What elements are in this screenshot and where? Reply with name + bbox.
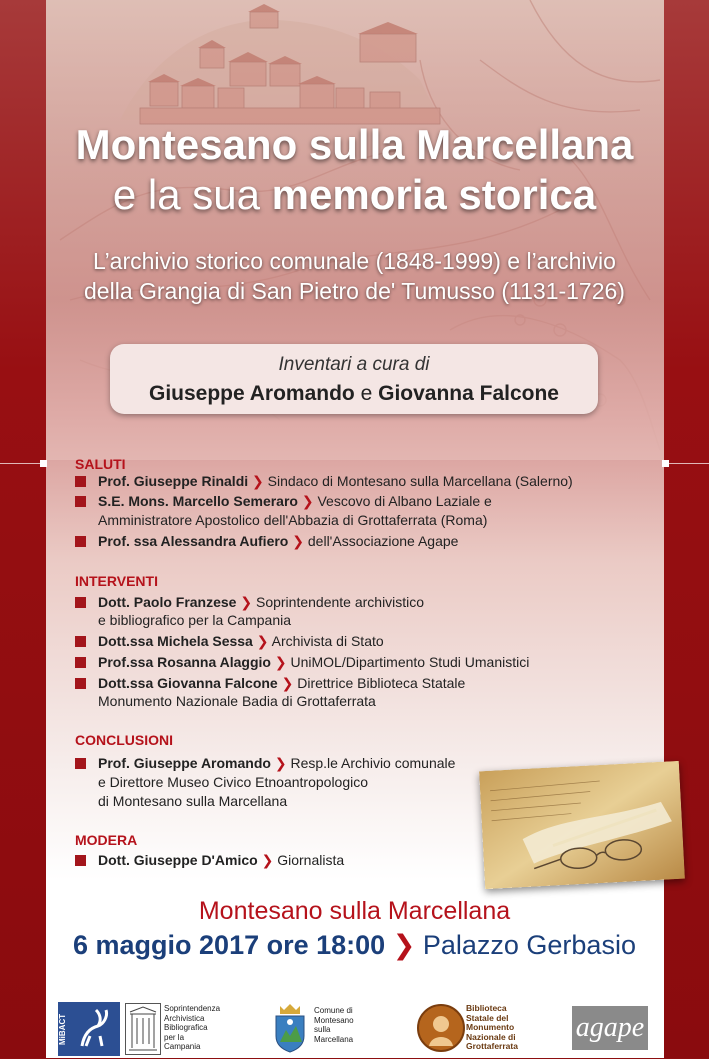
list-item-continuation: Monumento Nazionale Badia di Grottaferrata [98,693,376,709]
list-item: Prof. ssa Alessandra Aufiero ❯ dell'Associazione Agape [75,532,665,551]
divider-square-left [40,460,47,467]
list-item: S.E. Mons. Marcello Semeraro ❯ Vescovo di Albano Laziale e [75,492,665,511]
chevron-right-icon: ❯ [274,654,287,670]
square-bullet-icon [75,496,86,507]
square-bullet-icon [75,855,86,866]
list-item-continuation: di Montesano sulla Marcellana [98,793,288,809]
list-item-continuation: e bibliografico per la Campania [98,612,291,628]
list-item: Prof. Giuseppe Aromando ❯ Resp.le Archivio comunale [75,754,665,773]
list-item: Prof. Giuseppe Rinaldi ❯ Sindaco di Montesano sulla Marcellana (Salerno) [75,472,665,491]
chevron-right-icon: ❯ [292,533,304,549]
chevron-right-icon: ❯ [392,930,416,960]
list-item: Prof.ssa Rosanna Alaggio ❯ UniMOL/Dipartimento Studi Umanistici [75,653,665,672]
chevron-right-icon: ❯ [261,852,274,868]
document-glasses-photo [479,761,685,889]
list-item: Dott.ssa Michela Sessa ❯ Archivista di Stato [75,632,665,651]
square-bullet-icon [75,657,86,668]
logo-soprintendenza-text: Soprintendenza Archivistica Bibliografica per la Campania [164,1004,221,1051]
chevron-right-icon: ❯ [301,493,314,509]
divider-right [668,463,709,464]
chevron-right-icon: ❯ [256,633,269,649]
chevron-right-icon: ❯ [252,473,264,489]
chevron-right-icon: ❯ [240,594,253,610]
logo-mibact: MiBACT [58,1002,120,1056]
chevron-right-icon: ❯ [281,675,294,691]
main-title-line2: e la sua memoria storica [112,171,597,218]
square-bullet-icon [75,476,86,487]
section-heading-interventi: INTERVENTI [75,573,158,589]
stag-icon [72,1006,118,1052]
chevron-right-icon: ❯ [274,755,287,771]
logo-comune-crest-icon [272,1002,308,1054]
curators-box [110,344,598,414]
list-item: Dott.ssa Giovanna Falcone ❯ Direttrice Biblioteca Statale [75,674,665,693]
square-bullet-icon [75,536,86,547]
subtitle-line1: L’archivio storico comunale (1848-1999) e l’archivio [93,248,616,274]
curators-intro: Inventari a cura di [278,354,430,375]
main-title-line1: Montesano sulla Marcellana [75,121,634,168]
square-bullet-icon [75,597,86,608]
logo-soprintendenza-icon [125,1003,161,1055]
logo-comune-text: Comune di Montesano sulla Marcellana [314,1006,354,1044]
curators-names: Giuseppe Aromando e Giovanna Falcone [148,382,559,405]
subtitle-line2: della Grangia di San Pietro de' Tumusso (1131-1726) [84,278,625,304]
divider-left [0,463,40,464]
event-date: 6 maggio 2017 ore 18:00 ❯ Palazzo Gerbasio [73,930,636,960]
logo-biblioteca-seal-icon [417,1004,465,1052]
list-item-continuation: Amministratore Apostolico dell'Abbazia di Grottaferrata (Roma) [98,512,488,528]
logo-agape: agape [572,1006,648,1050]
list-item: Dott. Giuseppe D'Amico ❯ Giornalista [75,851,665,870]
list-item-continuation: e Direttore Museo Civico Etnoantropologico [98,774,369,790]
square-bullet-icon [75,636,86,647]
section-heading-conclusioni: CONCLUSIONI [75,732,173,748]
logo-biblioteca-text: Biblioteca Statale del Monumento Nazionale di Grottaferrata [466,1003,518,1051]
event-place: Montesano sulla Marcellana [198,897,511,925]
list-item: Dott. Paolo Franzese ❯ Soprintendente archivistico [75,593,665,612]
divider-square-right [662,460,669,467]
section-heading-modera: MODERA [75,832,138,848]
section-heading-saluti: SALUTI [75,456,126,472]
square-bullet-icon [75,678,86,689]
square-bullet-icon [75,758,86,769]
